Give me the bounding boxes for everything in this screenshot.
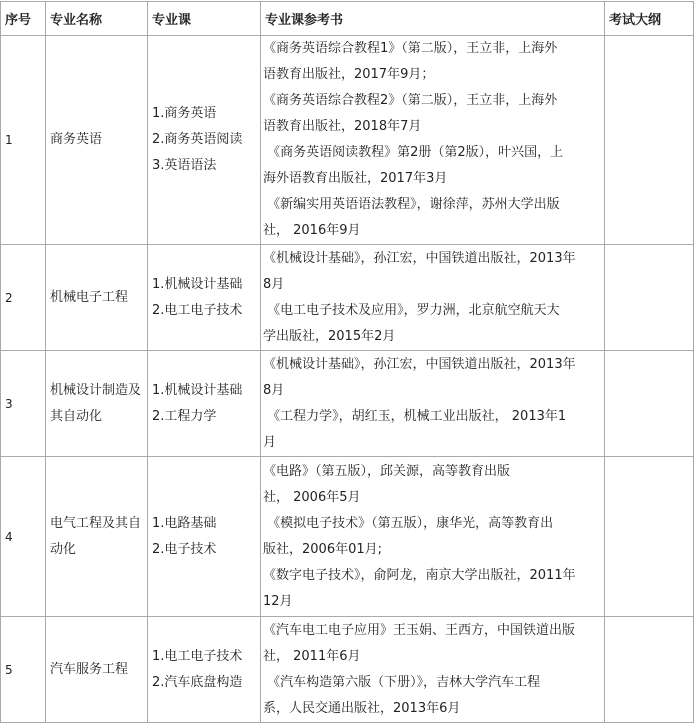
course-item: 2.工程力学: [152, 408, 217, 424]
book-line: 《电工电子技术及应用》，罗力洲，北京航空航天大: [263, 302, 560, 318]
row-outline: [605, 36, 694, 245]
row-courses: [148, 457, 261, 617]
book-line: 系，人民交通出版社，2013年6月: [263, 700, 461, 716]
row-seq: 5: [1, 617, 46, 723]
book-line: 社， 2011年6月: [263, 648, 361, 664]
syllabus-table: [0, 1, 694, 723]
row-outline: [605, 351, 694, 457]
book-line: 语教育出版社，2017年9月；: [263, 67, 435, 82]
course-item: 1.机械设计基础: [152, 276, 243, 292]
row-major: 机械设计制造及其自动化: [46, 351, 148, 457]
course-item: 2.商务英语阅读: [152, 132, 243, 147]
book-line: 《商务英语综合教程2》（第二版），王立非，上海外: [263, 93, 558, 108]
table-row: [1, 617, 694, 723]
table-row: [1, 457, 694, 617]
row-seq: 3: [1, 351, 46, 457]
header-courses: 专业课: [148, 2, 261, 36]
book-line: 《模拟电子技术》（第五版），康华光，高等教育出: [263, 515, 554, 531]
row-books: [261, 457, 605, 617]
course-item: 1.商务英语: [152, 106, 217, 121]
header-books: 专业课参考书: [261, 2, 605, 36]
course-item: 2.电子技术: [152, 541, 217, 557]
book-line: 学出版社，2015年2月: [263, 328, 396, 344]
book-line: 《商务英语综合教程1》（第二版），王立非，上海外: [263, 41, 558, 56]
row-books: [261, 351, 605, 457]
book-line: 12月: [263, 593, 293, 609]
table-row: [1, 351, 694, 457]
table-row: [1, 245, 694, 351]
book-line: 《汽车电工电子应用》王玉娟、王西方，中国铁道出版: [263, 622, 576, 638]
row-books: [261, 245, 605, 351]
row-seq: 2: [1, 245, 46, 351]
row-courses: [148, 36, 261, 245]
row-outline: [605, 245, 694, 351]
table-row: [1, 36, 694, 245]
header-outline: 考试大纲: [605, 2, 694, 36]
course-item: 1.电路基础: [152, 515, 217, 531]
row-seq: 1: [1, 36, 46, 245]
row-outline: [605, 617, 694, 723]
row-major: 商务英语: [46, 36, 148, 245]
row-books: [261, 36, 605, 245]
course-item: 2.汽车底盘构造: [152, 674, 243, 690]
book-line: 月: [263, 434, 277, 450]
header-major: 专业名称: [46, 2, 148, 36]
course-item: 1.电工电子技术: [152, 648, 243, 664]
row-courses: [148, 351, 261, 457]
book-line: 海外语教育出版社，2017年3月: [263, 171, 448, 186]
row-seq: 4: [1, 457, 46, 617]
book-line: 《汽车构造第六版（下册）》，吉林大学汽车工程: [263, 674, 541, 690]
row-books: [261, 617, 605, 723]
book-line: 《机械设计基础》，孙江宏，中国铁道出版社，2013年: [263, 250, 576, 266]
book-line: 《新编实用英语语法教程》，谢徐萍，苏州大学出版: [263, 197, 560, 212]
course-item: 2.电工电子技术: [152, 302, 243, 318]
book-line: 《工程力学》，胡红玉，机械工业出版社， 2013年1: [263, 408, 567, 424]
book-line: 《机械设计基础》，孙江宏，中国铁道出版社，2013年: [263, 356, 576, 372]
row-major: 汽车服务工程: [46, 617, 148, 723]
row-major: 电气工程及其自动化: [46, 457, 148, 617]
book-line: 版社，2006年01月;: [263, 541, 383, 557]
book-line: 社， 2006年5月: [263, 489, 361, 505]
book-line: 社， 2016年9月: [263, 223, 361, 238]
row-outline: [605, 457, 694, 617]
header-seq: 序号: [1, 2, 46, 36]
book-line: 《商务英语阅读教程》第2册（第2版），叶兴国，上: [263, 145, 564, 160]
course-item: 3.英语语法: [152, 158, 217, 173]
book-line: 8月: [263, 276, 285, 292]
book-line: 语教育出版社，2018年7月: [263, 119, 422, 134]
course-item: 1.机械设计基础: [152, 382, 243, 398]
book-line: 《电路》（第五版），邱关源，高等教育出版: [263, 463, 511, 479]
row-courses: [148, 245, 261, 351]
row-courses: [148, 617, 261, 723]
header-row: [1, 2, 694, 36]
row-major: 机械电子工程: [46, 245, 148, 351]
book-line: 《数字电子技术》，俞阿龙，南京大学出版社，2011年: [263, 567, 576, 583]
book-line: 8月: [263, 382, 285, 398]
